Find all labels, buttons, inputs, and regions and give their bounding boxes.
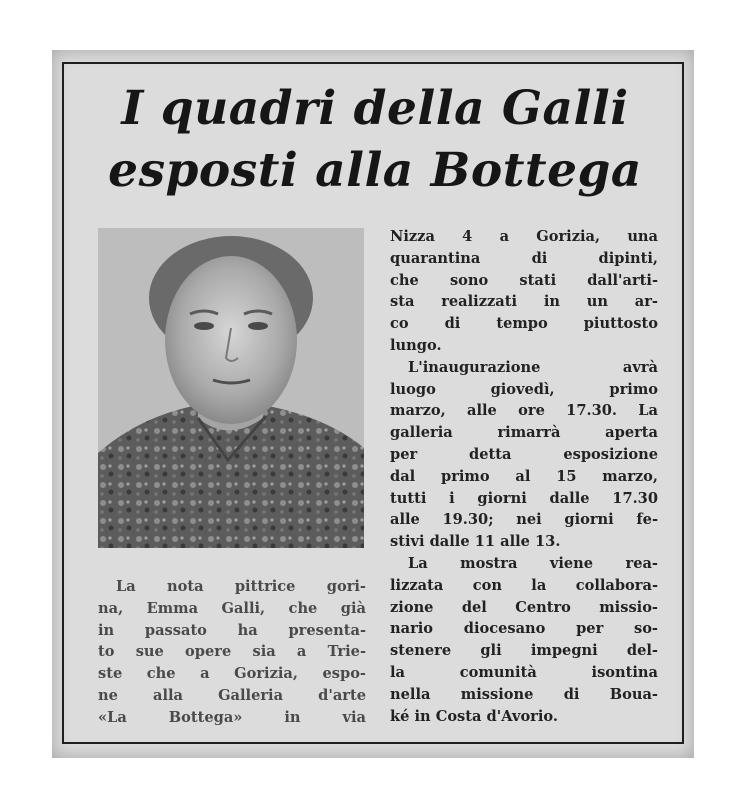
body-text-line: quarantina di dipinti, bbox=[390, 249, 658, 267]
portrait-photo bbox=[98, 228, 364, 548]
body-text-line: ste che a Gorizia, espo- bbox=[98, 665, 366, 683]
body-text-line: per detta esposizione bbox=[390, 445, 658, 463]
body-text-line: luogo giovedì, primo bbox=[390, 380, 658, 398]
body-text-line: la comunità isontina bbox=[390, 663, 658, 681]
body-text-line: co di tempo piuttosto bbox=[390, 315, 658, 333]
body-text-line: to sue opere sia a Trie- bbox=[98, 643, 366, 661]
article-body-right-column bbox=[390, 226, 658, 727]
body-text-line: Nizza 4 a Gorizia, una bbox=[390, 228, 658, 245]
body-text-line: zione del Centro missio- bbox=[390, 598, 658, 616]
body-text-line: nario diocesano per so- bbox=[390, 620, 658, 638]
body-text-line: tutti i giorni dalle 17.30 bbox=[390, 489, 658, 507]
body-text-line: dal primo al 15 marzo, bbox=[390, 467, 658, 485]
body-text-line: ne alla Galleria d'arte bbox=[98, 686, 366, 704]
headline-line-1: I quadri della Galli bbox=[121, 81, 629, 136]
body-text-line: La mostra viene rea- bbox=[408, 554, 658, 572]
body-text-line: stenere gli impegni del- bbox=[390, 642, 658, 660]
body-text-line: «La Bottega» in via bbox=[98, 708, 366, 726]
body-text-line: marzo, alle ore 17.30. La bbox=[390, 402, 658, 420]
body-text-line: nella missione di Boua- bbox=[390, 685, 658, 703]
body-text-line: galleria rimarrà aperta bbox=[390, 424, 658, 442]
portrait-image bbox=[98, 228, 364, 548]
body-text-line: in passato ha presenta- bbox=[98, 621, 366, 639]
headline-line-2: esposti alla Bottega bbox=[108, 143, 642, 198]
body-text-line: lungo. bbox=[390, 336, 442, 354]
body-text-line: stivi dalle 11 alle 13. bbox=[390, 533, 561, 551]
body-text-line: che sono stati dall'arti- bbox=[390, 271, 658, 289]
body-text-line: La nota pittrice gori- bbox=[116, 578, 366, 595]
body-text-line: ké in Costa d'Avorio. bbox=[390, 707, 558, 725]
article-body-left-column bbox=[98, 576, 366, 729]
body-text-line: alle 19.30; nei giorni fe- bbox=[390, 511, 658, 529]
body-text-line: na, Emma Galli, che già bbox=[98, 599, 366, 617]
body-text-line: sta realizzati in un ar- bbox=[390, 293, 658, 311]
body-text-line: lizzata con la collabora- bbox=[390, 576, 658, 594]
article-headline bbox=[80, 78, 670, 202]
body-text-line: L'inaugurazione avrà bbox=[408, 358, 658, 376]
